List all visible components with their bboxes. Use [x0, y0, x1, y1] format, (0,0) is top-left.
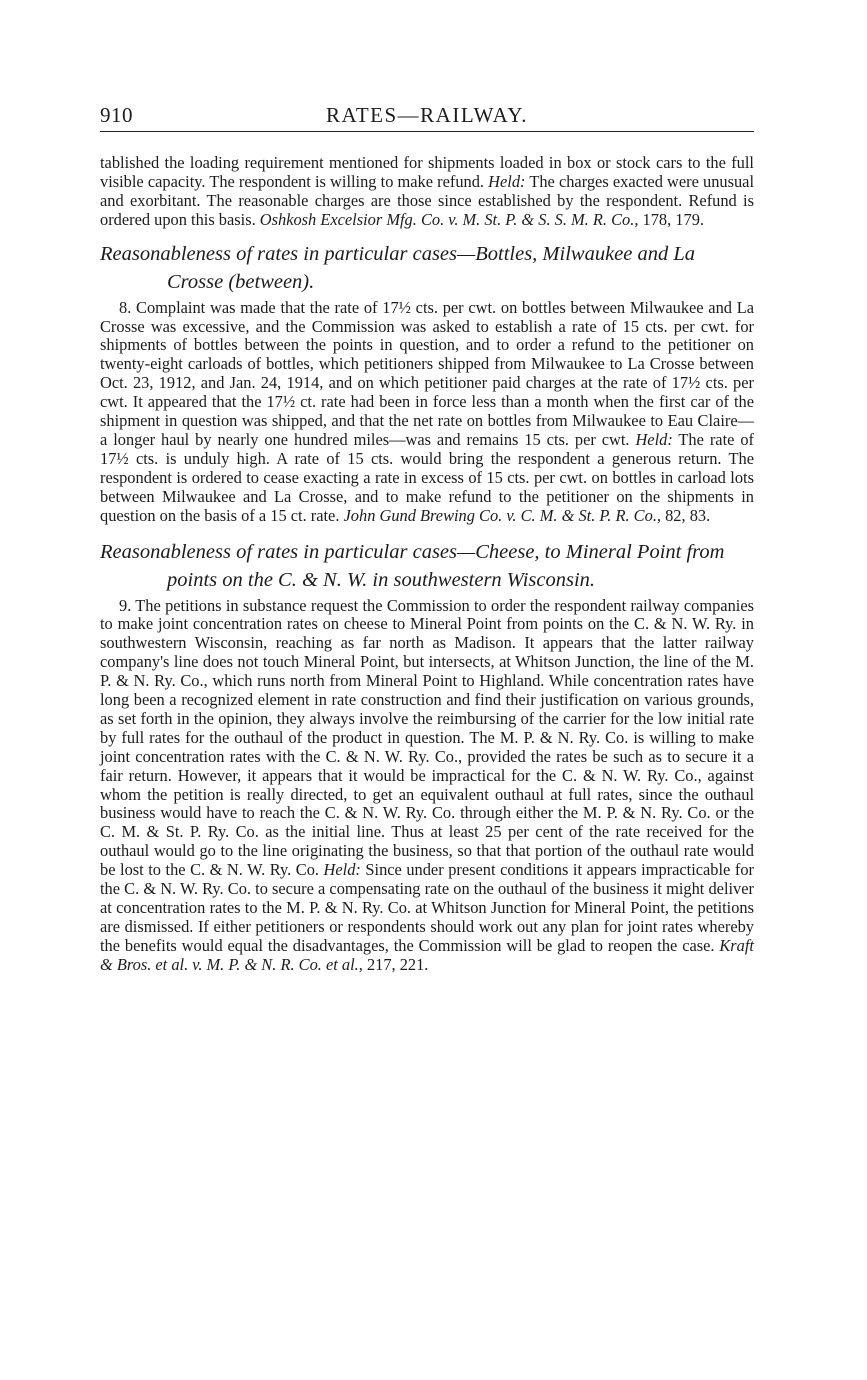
paragraph-text: Since under present conditions it appears impracticable for the C. & N. W. Ry. Co. to secure a compensating rate on the outhaul of the business it might deliver at concentration rates to the M. P. & N. Ry. Co. at Whitson Junction for Mineral Point, the petitions are dismissed. If either petitioners or respondents should work out any plan for joint rates whereby the benefits would equal the disadvantages, the Commission will be glad to reopen the case. [100, 860, 754, 955]
page-body [100, 154, 754, 975]
section-heading-bottles: Reasonableness of rates in particular cases—Bottles, Milwaukee and La Crosse (between). [100, 242, 696, 293]
citation-pages: 178, 179. [638, 209, 704, 229]
case-citation: John Gund Brewing Co. v. C. M. & St. P. R. Co., [343, 505, 662, 525]
held-label: Held: [635, 429, 673, 449]
case-citation: Oshkosh Excelsior Mfg. Co. v. M. St. P. & S. S. M. R. Co., [259, 209, 639, 229]
held-label: Held: [488, 171, 526, 191]
paragraph-text: The rate of 17½ cts. is unduly high. A rate of 15 cts. would bring the respondent a generous return. The respondent is ordered to cease exacting a rate in excess of 15 cts. per cwt. on bottles in carload lots between Milwaukee and La Crosse, and to make refund to the petitioner on the shipments in question on the basis of a 15 ct. rate. [100, 429, 754, 525]
paragraph-text: 9. The petitions in substance request the Commission to order the respondent railway companies to make joint concentration rates on cheese to Mineral Point from points on the C. & N. W. Ry. in southwestern Wisconsin, reaching as far north as Madison. It appears that the latter railway company's line does not touch Mineral Point, but intersects, at Whitson Junction, the line of the M. P. & N. Ry. Co., which runs north from Mineral Point to Highland. While concentration rates have long been a recognized element in rate construction and find their justification on various grounds, as set forth in the opinion, they always involve the reimbursing of the carrier for the low initial rate by full rates for the outhaul of the product in question. The M. P. & N. Ry. Co. is willing to make joint concentration rates with the C. & N. W. Ry. Co., provided the rates be such as to secure it a fair return. However, it appears that it would be impractical for the C. & N. W. Ry. Co., against whom the petition is really directed, to get an equivalent outhaul at full rates, since the outhaul business would have to reach the C. & N. W. Ry. Co. through either the M. P. & N. Ry. Co. or the C. M. & St. P. Ry. Co. as the initial line. Thus at least 25 per cent of the rate received for the outhaul would go to the line originating the business, so that that portion of the outhaul rate would be lost to the C. & N. W. Ry. Co. [100, 595, 754, 880]
page-number: 910 [100, 103, 133, 127]
section-heading-cheese: Reasonableness of rates in particular cases—Cheese, to Mineral Point from points on the C. & N. W. in southwestern Wisconsin. [100, 540, 725, 591]
citation-pages: 217, 221. [362, 954, 429, 974]
citation-pages: 82, 83. [661, 505, 711, 525]
page-header [100, 103, 754, 132]
continued-paragraph [100, 154, 754, 230]
paragraph-9 [100, 597, 754, 975]
paragraph-8 [100, 299, 754, 526]
case-citation: Kraft & Bros. et al. v. M. P. & N. R. Co. et al., [100, 935, 754, 974]
paragraph-text: tablished the loading requirement mentioned for shipments loaded in box or stock cars to the full visible capacity. The respondent is willing to make refund. [100, 153, 754, 191]
held-label: Held: [323, 860, 361, 880]
paragraph-text: 8. Complaint was made that the rate of 17½ cts. per cwt. on bottles between Milwaukee and La Crosse was excessive, and the Commission was asked to establish a rate of 15 cts. per cwt. for shipments of bottles between the points in question, and to order a refund to the petitioner on twenty-eight carloads of bottles, which petitioners shipped from Milwaukee to La Crosse between Oct. 23, 1912, and Jan. 24, 1914, and on which petitioner paid charges at the rate of 17½ cts. per cwt. It appeared that the 17½ ct. rate had been in force less than a month when the first car of the shipment in question was shipped, and that the net rate on bottles from Milwaukee to Eau Claire—a longer haul by nearly one hundred miles—was and remains 15 cts. per cwt. [100, 297, 754, 449]
running-head: RATES—RAILWAY. [325, 103, 529, 127]
paragraph-text: The charges exacted were unusual and exorbitant. The reasonable charges are those since established by the respondent. Refund is ordered upon this basis. [100, 171, 755, 229]
